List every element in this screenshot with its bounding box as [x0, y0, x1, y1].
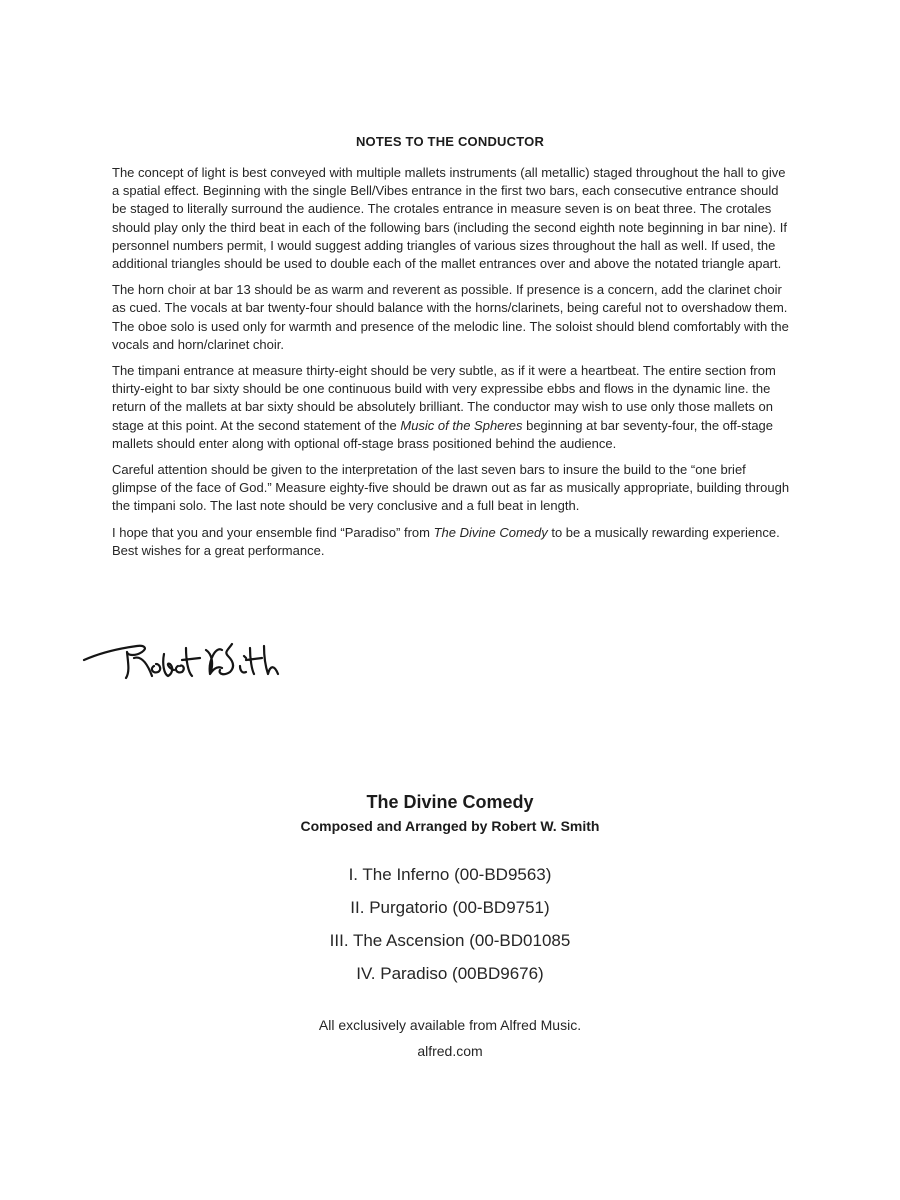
paragraph-text: The horn choir at bar 13 should be as warm and reverent as possible. If presence is a concern, add the clarinet choir as cued. The vocals at bar twenty-four should balance with the horns/clarinets, being careful not to overshadow them. The oboe solo is used only for warmth and presence of the melodic line. The soloist should blend comfortably with the vocals and horn/clarinet choir.	[112, 282, 789, 352]
paragraph-text: beginning at bar seventy-four, the off-stage mallets should enter along with optional off-stage brass positioned behind the audience.	[112, 417, 774, 451]
paragraph-text: The concept of light is best conveyed with multiple mallets instruments (all metallic) staged throughout the hall to give a spatial effect. Beginning with the single Bell/Vibes entrance in the first two bars, each consecutive entrance should be staged to literally surround the audience. The crotales entrance in measure seven is on beat three. The crotales should play only the third beat in each of the following bars (including the second eighth note beginning in bar nine). If personnel numbers permit, I would suggest adding triangles of various sizes throughout the hall as well. If used, the additional triangles should be used to double each of the mallet entrances over and above the notated triangle apart.	[112, 165, 788, 272]
italic-title-text: Music of the Spheres	[400, 417, 523, 433]
notes-heading: NOTES TO THE CONDUCTOR	[355, 134, 545, 149]
signature-image	[82, 630, 282, 690]
paragraph-text: I hope that you and your ensemble find “Paradiso” from	[112, 524, 434, 540]
availability-block	[0, 1012, 900, 1064]
notes-paragraph	[112, 461, 792, 516]
availability-line: All exclusively available from Alfred Music.	[318, 1017, 582, 1033]
movement-item: III. The Ascension (00-BD01085	[329, 931, 571, 950]
movement-item: II. Purgatorio (00-BD9751)	[350, 898, 550, 917]
italic-title-text: The Divine Comedy	[433, 524, 548, 540]
paragraph-text: Careful attention should be given to the interpretation of the last seven bars to insure the build to the “one brief glimpse of the face of God.” Measure eighty-five should be drawn out as far as musically appropriate, building through the timpani solo. The last note should be very conclusive and a full beat in length.	[112, 462, 790, 514]
movement-list	[0, 858, 900, 990]
notes-paragraph	[112, 524, 792, 560]
website-link[interactable]: alfred.com	[417, 1043, 483, 1059]
notes-paragraph	[112, 164, 792, 273]
piece-title: The Divine Comedy	[366, 792, 534, 812]
movement-item: I. The Inferno (00-BD9563)	[348, 865, 552, 884]
piece-subtitle: Composed and Arranged by Robert W. Smith	[300, 818, 600, 834]
paragraph-text: The timpani entrance at measure thirty-eight should be very subtle, as if it were a heartbeat. The entire section from thirty-eight to bar sixty should be one continuous build with very expressibe ebbs and flows in the dynamic line. the return of the mallets at bar sixty should be absolutely brilliant. The conductor may wish to use only those mallets on stage at this point. At the second statement of the	[112, 363, 776, 433]
paragraph-text: to be a musically rewarding experience. Best wishes for a great performance.	[112, 524, 780, 558]
notes-paragraph	[112, 281, 792, 354]
notes-body	[112, 164, 792, 568]
movement-item: IV. Paradiso (00BD9676)	[356, 964, 544, 983]
notes-paragraph	[112, 362, 792, 453]
